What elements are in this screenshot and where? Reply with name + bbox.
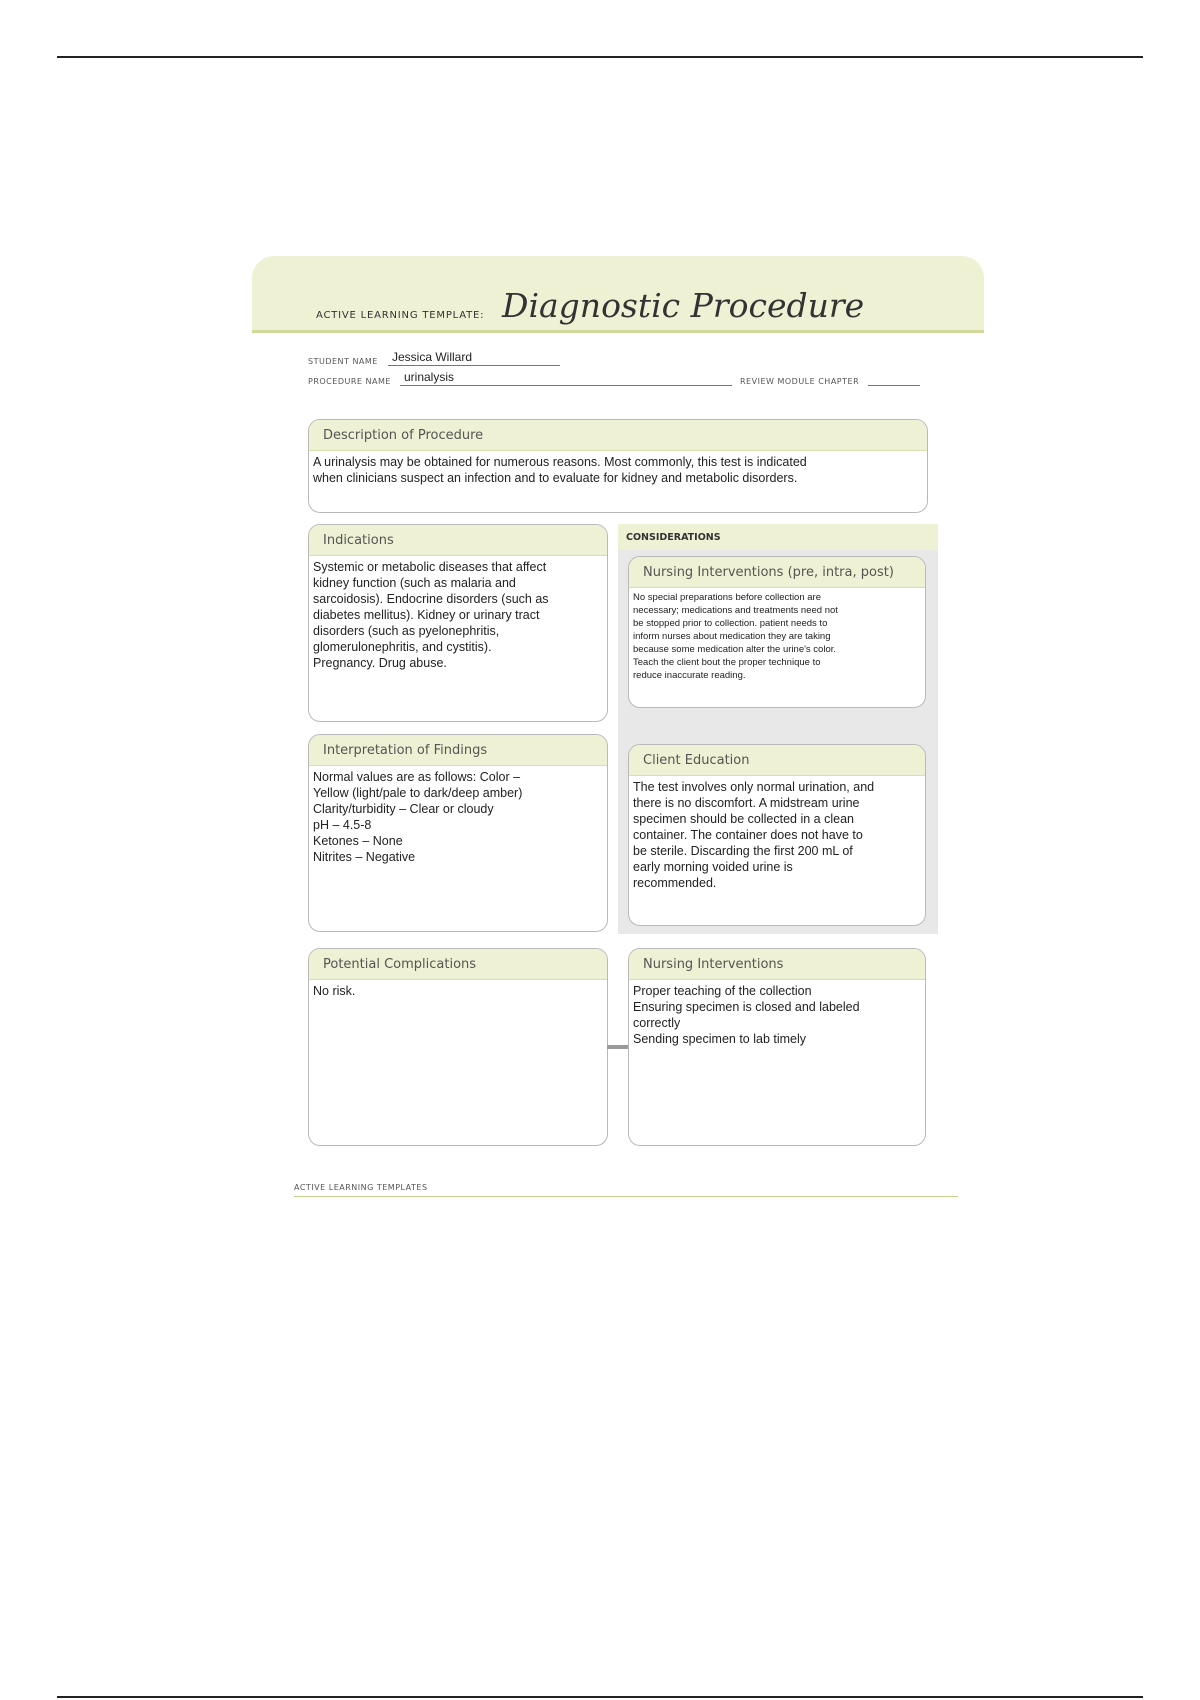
indications-heading: Indications [309, 525, 607, 556]
review-module-label: REVIEW MODULE CHAPTER [740, 377, 860, 386]
procedure-name-line [400, 385, 732, 386]
bottom-rule [57, 1696, 1143, 1698]
nursing-interventions-heading: Nursing Interventions [629, 949, 925, 980]
indications-text[interactable]: Systemic or metabolic diseases that affect kidney function (such as malaria and sarcoidosis). Endocrine disorders (such as diabetes mellitus). Kidney or urinary tract disorders (such as pyelonephritis, glomerulonephritis, and cystitis). Pregnancy. Drug abuse. [313, 560, 549, 670]
procedure-name-label: PROCEDURE NAME [308, 377, 391, 386]
description-text[interactable]: A urinalysis may be obtained for numerous reasons. Most commonly, this test is indicated when clinicians suspect an infection and to evaluate for kidney and metabolic disorders. [313, 455, 807, 485]
template-sheet [252, 256, 984, 1200]
client-education-box [628, 744, 926, 926]
student-name-label: STUDENT NAME [308, 357, 378, 366]
title-banner [252, 256, 984, 333]
procedure-name-value[interactable]: urinalysis [404, 370, 455, 384]
footer-line [294, 1196, 958, 1197]
complications-box [308, 948, 608, 1146]
description-box [308, 419, 928, 513]
client-education-heading: Client Education [629, 745, 925, 776]
indications-box [308, 524, 608, 722]
complications-text[interactable]: No risk. [313, 984, 356, 998]
description-heading: Description of Procedure [309, 420, 927, 451]
footer-label: ACTIVE LEARNING TEMPLATES [294, 1183, 428, 1192]
nursing-interventions-box [628, 948, 926, 1146]
interpretation-text[interactable]: Normal values are as follows: Color – Yellow (light/pale to dark/deep amber) Clarity/turbidity – Clear or cloudy pH – 4.5-8 Ketones – None Nitrites – Negative [313, 770, 523, 864]
review-module-line [868, 385, 920, 386]
nursing-interventions-pre-heading: Nursing Interventions (pre, intra, post) [629, 557, 925, 588]
interpretation-box [308, 734, 608, 932]
considerations-label: CONSIDERATIONS [626, 532, 721, 543]
student-name-line [388, 365, 560, 366]
page-title: Diagnostic Procedure [502, 286, 865, 325]
top-rule [57, 56, 1143, 58]
complications-heading: Potential Complications [309, 949, 607, 980]
nursing-interventions-pre-box [628, 556, 926, 708]
interpretation-heading: Interpretation of Findings [309, 735, 607, 766]
nursing-interventions-text[interactable]: Proper teaching of the collection Ensuring specimen is closed and labeled correctly Sending specimen to lab timely [633, 984, 860, 1046]
banner-small-label: ACTIVE LEARNING TEMPLATE: [316, 310, 485, 321]
client-education-text[interactable]: The test involves only normal urination, and there is no discomfort. A midstream urine specimen should be collected in a clean container. The container does not have to be sterile. Discarding the first 200 mL of early morning voided urine is recommended. [633, 780, 875, 890]
nursing-interventions-pre-text[interactable]: No special preparations before collection are necessary; medications and treatments need not be stopped prior to collection. patient needs to inform nurses about medication they are taking because some medication alter the urine's color. Teach the client bout the proper technique to reduce inaccurate reading. [633, 592, 838, 681]
student-name-value[interactable]: Jessica Willard [392, 350, 473, 364]
